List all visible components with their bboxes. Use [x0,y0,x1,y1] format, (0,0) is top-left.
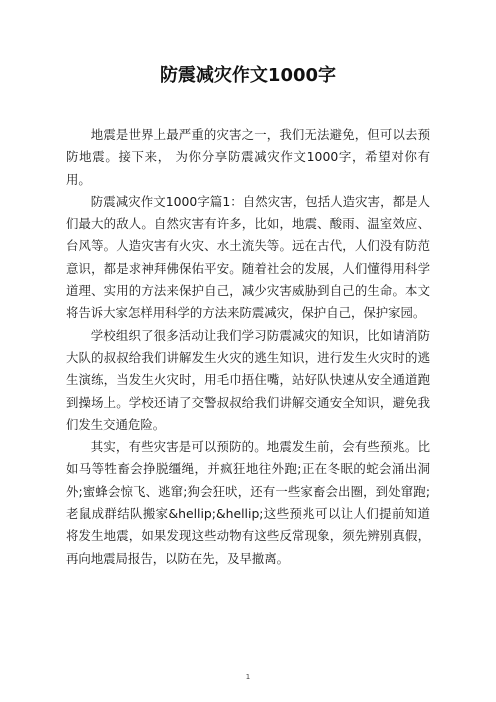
page-number: 1 [245,673,251,681]
paragraph-earthquake-signs: 其实，有些灾害是可以预防的。地震发生前，会有些预兆。比如马等牲畜会挣脱缰绳，并疯狂地往外跑;正在冬眠的蛇会涌出洞外;蜜蜂会惊飞、逃窜;狗会狂吠，还有一些家畜会出圈，到处窜跑;老鼠成群结队搬家&hellip;&hellip;这些预兆可以让人们提前知道将发生地震，如果发现这些动物有这些反常现象，须先辨别真假，再向地震局报告，以防在先，及早撤离。 [66,439,430,566]
paragraph-school-activities: 学校组织了很多活动让我们学习防震减灾的知识，比如请消防大队的叔叔给我们讲解发生火灾的逃生知识，进行发生火灾时的逃生演练，当发生火灾时，用毛巾捂住嘴，站好队快速从安全通道跑到操场上。学校还请了交警叔叔给我们讲解交通安全知识，避免我们发生交通危险。 [66,327,430,432]
document-body [66,124,430,570]
paragraph-natural-disasters: 防震减灾作文1000字篇1：自然灾害，包括人造灾害，都是人们最大的敌人。自然灾害有许多，比如，地震、酸雨、温室效应、台风等。人造灾害有火灾、水土流失等。远在古代，人们没有防范意识，都是求神拜佛保佑平安。随着社会的发展，人们懂得用科学道理、实用的方法来保护自己，减少灾害威胁到自己的生命。本文将告诉大家怎样用科学的方法来防震减灾，保护自己，保护家园。 [66,193,430,321]
paragraph-intro: 地震是世界上最严重的灾害之一，我们无法避免，但可以去预防地震。接下来， 为你分享防震减灾作文1000字，希望对你有用。 [66,127,430,187]
document-title: 防震减灾作文1000字 [159,65,337,86]
